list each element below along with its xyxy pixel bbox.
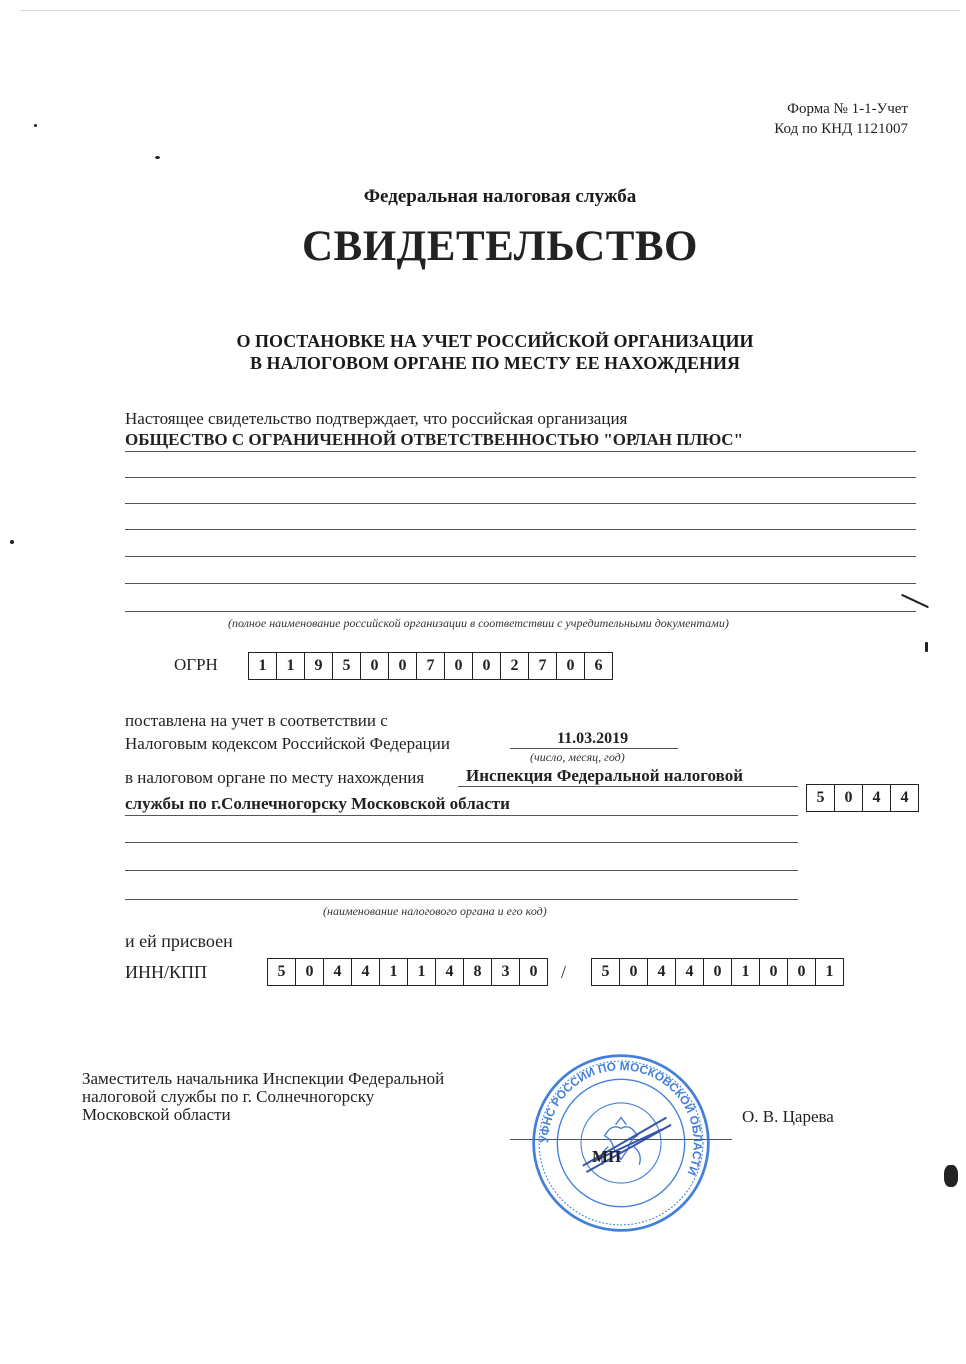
inn-digit: 4 bbox=[352, 959, 380, 985]
ogrn-digit: 7 bbox=[529, 653, 557, 679]
inn-digit: 4 bbox=[436, 959, 464, 985]
tax-authority-name-1: Инспекция Федеральной налоговой bbox=[466, 766, 743, 785]
tax-authority-line bbox=[125, 815, 798, 816]
inn-kpp-label: ИНН/КПП bbox=[125, 962, 208, 982]
stamp-place-label: МП bbox=[592, 1147, 622, 1166]
ogrn-digit: 2 bbox=[501, 653, 529, 679]
document-title: СВИДЕТЕЛЬСТВО bbox=[302, 223, 698, 270]
form-number: Форма № 1-1-Учет bbox=[787, 101, 908, 117]
scan-speck bbox=[155, 156, 160, 159]
ogrn-digit: 0 bbox=[557, 653, 585, 679]
inn-digit: 5 bbox=[268, 959, 296, 985]
inn-digit: 4 bbox=[324, 959, 352, 985]
tax-authority-line bbox=[458, 786, 798, 787]
tax-authority-code-digit: 4 bbox=[900, 789, 909, 806]
org-name-line bbox=[125, 556, 916, 557]
kpp-digit: 4 bbox=[648, 959, 676, 985]
kpp-digit: 4 bbox=[676, 959, 704, 985]
tax-authority-line bbox=[125, 870, 798, 871]
org-name-line bbox=[125, 529, 916, 530]
scan-speck bbox=[925, 642, 928, 652]
kpp-digit: 0 bbox=[788, 959, 816, 985]
inn-digit: 3 bbox=[492, 959, 520, 985]
inn-kpp-separator: / bbox=[561, 962, 567, 982]
org-name-line bbox=[125, 503, 916, 504]
kpp-digit: 1 bbox=[732, 959, 760, 985]
tax-authority-hint: (наименование налогового органа и его код) bbox=[323, 904, 547, 918]
ogrn-digit: 6 bbox=[594, 657, 603, 674]
tax-authority-line bbox=[125, 842, 798, 843]
ogrn-digit: 7 bbox=[417, 653, 445, 679]
inn-digit: 0 bbox=[296, 959, 324, 985]
signer-line-2: налоговой службы по г. Солнечногорску bbox=[82, 1087, 375, 1106]
ogrn-digit: 0 bbox=[389, 653, 417, 679]
org-name-line bbox=[125, 611, 916, 612]
scan-edge-line bbox=[20, 10, 960, 11]
agency-name: Федеральная налоговая служба bbox=[363, 186, 637, 207]
inn-boxes bbox=[267, 958, 548, 986]
inn-digit: 1 bbox=[408, 959, 436, 985]
inn-digit: 8 bbox=[464, 959, 492, 985]
ogrn-digit: 0 bbox=[473, 653, 501, 679]
kpp-digit: 1 bbox=[825, 963, 834, 980]
kpp-digit: 0 bbox=[704, 959, 732, 985]
ogrn-label: ОГРН bbox=[174, 655, 218, 674]
assigned-text: и ей присвоен bbox=[125, 931, 233, 951]
signer-line-1: Заместитель начальника Инспекции Федеральной bbox=[82, 1069, 445, 1088]
tax-authority-name-2: службы по г.Солнечногорску Московской области bbox=[125, 794, 510, 813]
registration-date: 11.03.2019 bbox=[557, 730, 629, 747]
kpp-digit: 5 bbox=[592, 959, 620, 985]
org-name-line bbox=[125, 451, 916, 452]
tax-authority-label: в налоговом органе по месту нахождения bbox=[125, 768, 425, 787]
inn-digit: 1 bbox=[380, 959, 408, 985]
organization-name: ОБЩЕСТВО С ОГРАНИЧЕННОЙ ОТВЕТСТВЕННОСТЬЮ "ОРЛАН ПЛЮС" bbox=[125, 430, 744, 449]
signer-name: О. В. Царева bbox=[742, 1107, 834, 1126]
date-line bbox=[510, 748, 678, 749]
tax-authority-code-digit: 5 bbox=[807, 785, 835, 811]
subtitle-line-1: О ПОСТАНОВКЕ НА УЧЕТ РОССИЙСКОЙ ОРГАНИЗАЦИИ bbox=[236, 331, 754, 351]
ogrn-digit: 0 bbox=[445, 653, 473, 679]
ogrn-digit: 9 bbox=[305, 653, 333, 679]
tax-authority-code-digit: 0 bbox=[835, 785, 863, 811]
ogrn-digit: 1 bbox=[277, 653, 305, 679]
ogrn-digit: 5 bbox=[333, 653, 361, 679]
org-name-line bbox=[125, 583, 916, 584]
org-name-line bbox=[125, 477, 916, 478]
signer-position bbox=[82, 1070, 444, 1124]
inn-digit: 0 bbox=[529, 963, 538, 980]
scan-speck bbox=[901, 594, 929, 608]
tax-authority-code-digit: 4 bbox=[863, 785, 891, 811]
ogrn-digit: 0 bbox=[361, 653, 389, 679]
ogrn-digit: 1 bbox=[249, 653, 277, 679]
confirm-text: Настоящее свидетельство подтверждает, что российская организация bbox=[125, 409, 628, 428]
scan-speck bbox=[944, 1165, 958, 1187]
org-name-hint: (полное наименование российской организации в соответствии с учредительными документами) bbox=[228, 616, 729, 630]
signer-line-3: Московской области bbox=[82, 1105, 231, 1124]
knd-code: Код по КНД 1121007 bbox=[774, 121, 908, 137]
tax-authority-line bbox=[125, 899, 798, 900]
subtitle-line-2: В НАЛОГОВОМ ОРГАНЕ ПО МЕСТУ ЕЕ НАХОЖДЕНИЯ bbox=[250, 353, 740, 373]
official-seal bbox=[530, 1052, 712, 1234]
tax-authority-code-boxes bbox=[806, 784, 919, 812]
kpp-digit: 0 bbox=[620, 959, 648, 985]
scan-speck bbox=[10, 540, 14, 544]
seal-text: УФНС РОССИИ ПО МОСКОВСКОЙ ОБЛАСТИ bbox=[537, 1059, 705, 1178]
registration-line-1: поставлена на учет в соответствии с bbox=[125, 711, 388, 730]
date-hint: (число, месяц, год) bbox=[530, 750, 625, 764]
kpp-digit: 0 bbox=[760, 959, 788, 985]
scan-speck bbox=[34, 124, 37, 127]
kpp-boxes bbox=[591, 958, 844, 986]
form-code-block bbox=[774, 99, 908, 139]
ogrn-boxes bbox=[248, 652, 613, 680]
registration-line-2: Налоговым кодексом Российской Федерации bbox=[125, 734, 450, 753]
document-subtitle bbox=[0, 330, 966, 374]
